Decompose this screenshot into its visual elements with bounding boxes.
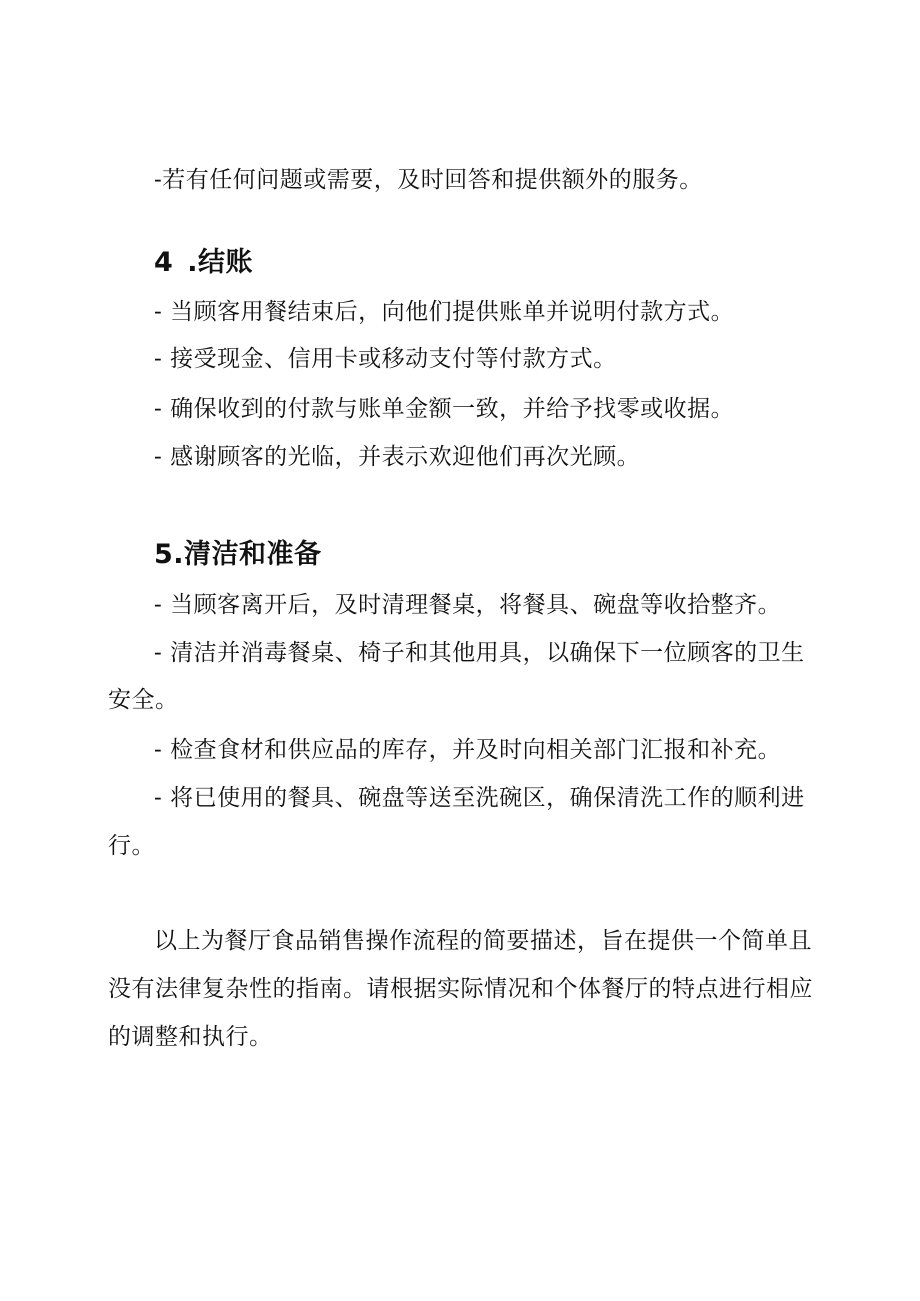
section-4-item: - 接受现金、信用卡或移动支付等付款方式。 xyxy=(154,346,617,372)
section-5-item-continuation: 安全。 xyxy=(108,687,179,713)
conclusion-line: 以上为餐厅食品销售操作流程的简要描述，旨在提供一个简单且 xyxy=(154,928,812,954)
intro-line: -若有任何问题或需要，及时回答和提供额外的服务。 xyxy=(154,167,703,193)
section-4-item: - 确保收到的付款与账单金额一致，并给予找零或收据。 xyxy=(154,396,735,422)
section-4-number: 4 xyxy=(154,247,174,278)
section-4-item: - 感谢顾客的光临，并表示欢迎他们再次光顾。 xyxy=(154,444,641,470)
conclusion-line: 的调整和执行。 xyxy=(108,1024,273,1050)
section-4-title: .结账 xyxy=(187,247,254,278)
conclusion-line: 没有法律复杂性的指南。请根据实际情况和个体餐厅的特点进行相应 xyxy=(108,976,813,1002)
section-5-item: - 检查食材和供应品的库存，并及时向相关部门汇报和补充。 xyxy=(154,737,782,763)
section-4-item: - 当顾客用餐结束后，向他们提供账单并说明付款方式。 xyxy=(154,299,735,325)
section-5-item: - 清洁并消毒餐桌、椅子和其他用具，以确保下一位顾客的卫生 xyxy=(154,640,805,666)
section-5-number: 5 xyxy=(154,539,174,570)
section-5-item-continuation: 行。 xyxy=(108,833,155,859)
section-5-item: - 当顾客离开后，及时清理餐桌，将餐具、碗盘等收拾整齐。 xyxy=(154,592,782,618)
section-5-item: - 将已使用的餐具、碗盘等送至洗碗区，确保清洗工作的顺利进 xyxy=(154,785,805,811)
section-4-heading xyxy=(154,246,253,280)
section-5-title: .清洁和准备 xyxy=(173,539,322,570)
section-5-heading xyxy=(154,538,322,572)
